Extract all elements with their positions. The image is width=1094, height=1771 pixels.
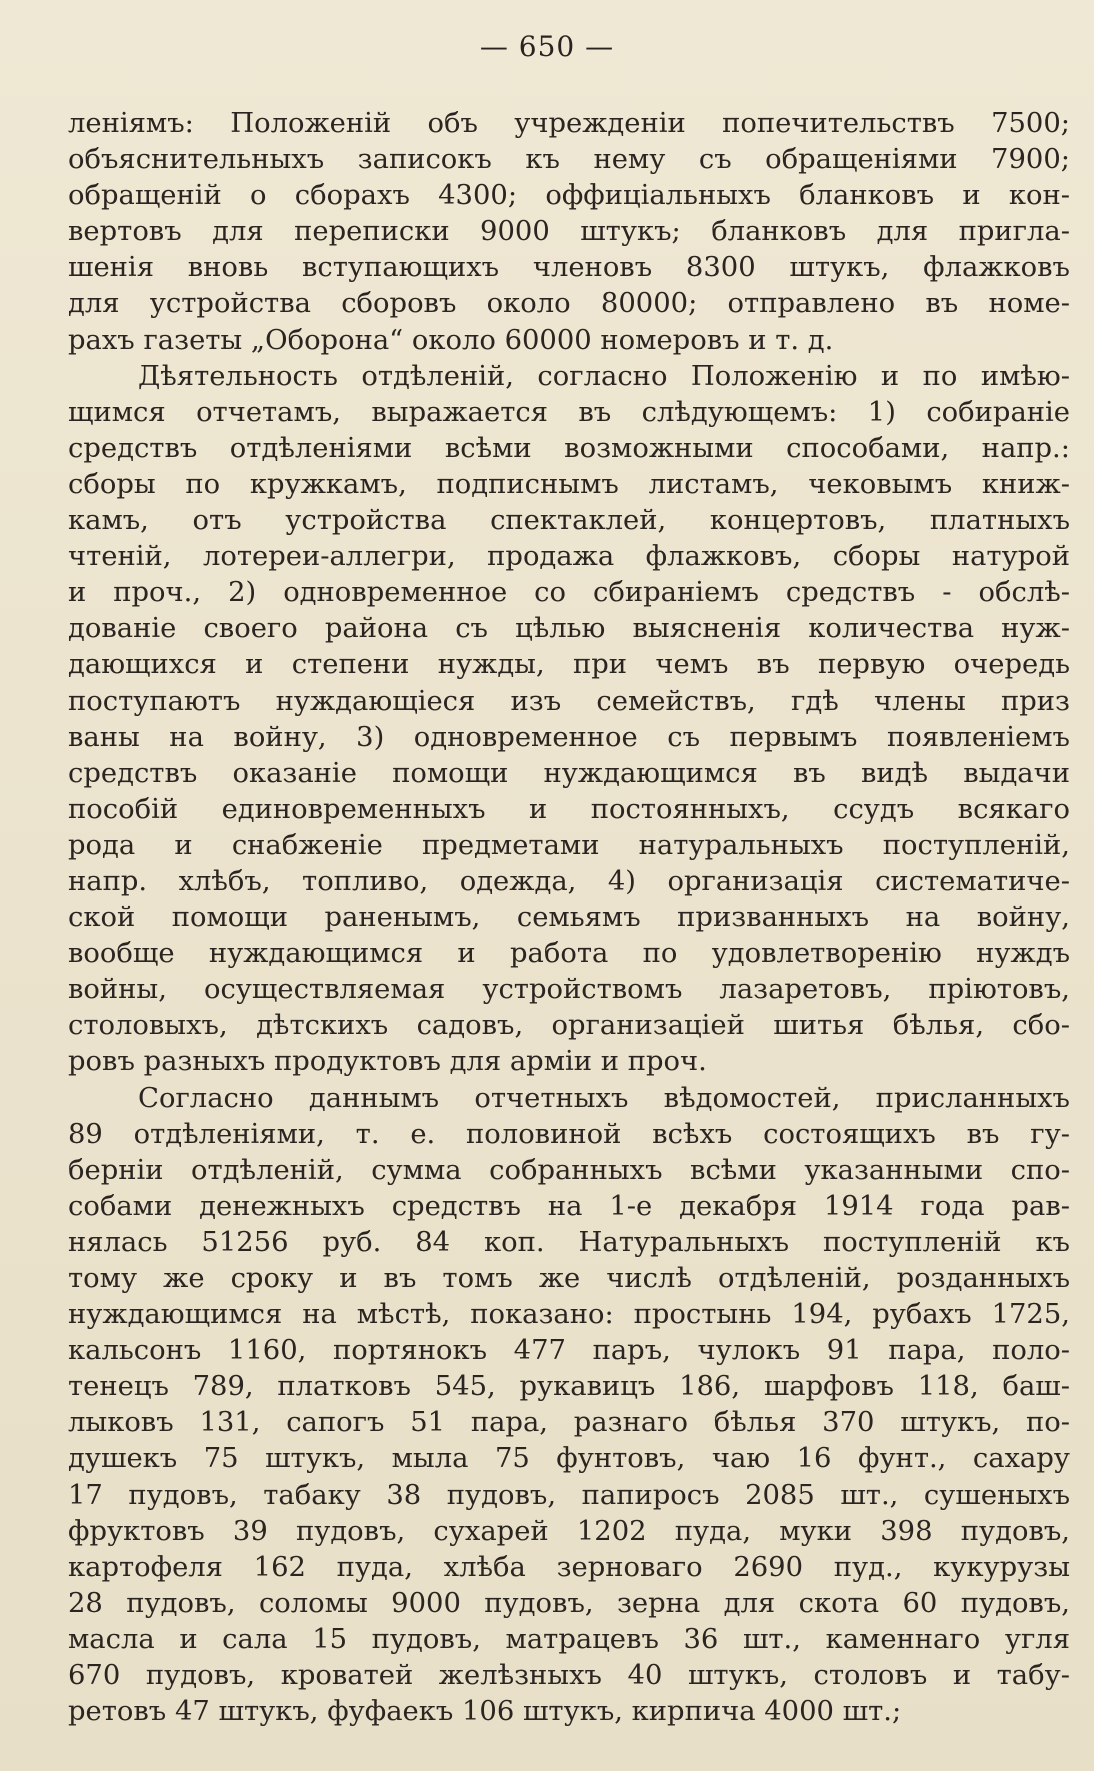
text-line: ровъ разныхъ продуктовъ для арміи и проч. — [68, 1046, 707, 1078]
text-line: пособій единовременныхъ и постоянныхъ, ссудъ всякаго — [68, 793, 1070, 825]
text-line: Дѣятельность отдѣленій, согласно Положенію и по имѣю- — [138, 360, 1070, 392]
text-line: ской помощи раненымъ, семьямъ призванныхъ на войну, — [68, 902, 1070, 934]
text-line: столовыхъ, дѣтскихъ садовъ, организаціей шитья бѣлья, сбо- — [68, 1010, 1070, 1042]
text-line: средствъ отдѣленіями всѣми возможными способами, напр.: — [68, 432, 1070, 464]
page-number: — 650 — — [479, 30, 615, 63]
text-line: тому же сроку и въ томъ же числѣ отдѣленій, розданныхъ — [68, 1263, 1070, 1294]
paragraph — [68, 359, 1070, 1081]
text-line: фруктовъ 39 пудовъ, сухарей 1202 пуда, муки 398 пудовъ, — [68, 1515, 1070, 1547]
text-line: картофеля 162 пуда, хлѣба зерноваго 2690 пуд., кукурузы — [68, 1551, 1070, 1583]
text-line: объяснительныхъ записокъ къ нему съ обращеніями 7900; — [68, 144, 1070, 176]
text-line: вообще нуждающимся и работа по удовлетворенію нуждъ — [68, 938, 1070, 970]
text-line: леніямъ: Положеній объ учрежденіи попечительствъ 7500; — [68, 108, 1070, 139]
text-line: чтеній, лотереи-аллегри, продажа флажковъ, сборы натурой — [68, 541, 1070, 573]
text-line: войны, осуществляемая устройствомъ лазаретовъ, пріютовъ, — [68, 974, 1070, 1006]
paragraph — [68, 106, 1070, 359]
text-line: ретовъ 47 штукъ, фуфаекъ 106 штукъ, кирпича 4000 шт.; — [68, 1696, 902, 1728]
text-line: рода и снабженіе предметами натуральныхъ поступленій, — [68, 829, 1070, 861]
text-line: вертовъ для переписки 9000 штукъ; бланковъ для пригла- — [68, 216, 1070, 248]
text-line: ваны на войну, 3) одновременное съ первымъ появленіемъ — [68, 721, 1070, 753]
text-line: масла и сала 15 пудовъ, матрацевъ 36 шт., каменнаго угля — [68, 1623, 1070, 1655]
text-line: средствъ оказаніе помощи нуждающимся въ видѣ выдачи — [68, 757, 1070, 789]
text-line: 670 пудовъ, кроватей желѣзныхъ 40 штукъ, столовъ и табу- — [68, 1660, 1070, 1692]
text-line: щимся отчетамъ, выражается въ слѣдующемъ: 1) собираніе — [68, 396, 1070, 428]
body-text — [68, 106, 1070, 1730]
text-line: 28 пудовъ, соломы 9000 пудовъ, зерна для скота 60 пудовъ, — [68, 1587, 1070, 1619]
text-line: дованіе своего района съ цѣлью выясненія количества нуж- — [68, 613, 1070, 645]
text-line: 89 отдѣленіями, т. е. половиной всѣхъ состоящихъ въ гу- — [68, 1118, 1070, 1150]
text-line: душекъ 75 штукъ, мыла 75 фунтовъ, чаю 16 фунт., сахару — [68, 1443, 1070, 1475]
text-line: напр. хлѣбъ, топливо, одежда, 4) организація систематиче- — [68, 865, 1070, 897]
paragraph — [68, 1081, 1070, 1731]
text-line: шенія вновь вступающихъ членовъ 8300 штукъ, флажковъ — [68, 252, 1070, 284]
text-line: нуждающимся на мѣстѣ, показано: простынь 194, рубахъ 1725, — [68, 1299, 1070, 1331]
text-line: Согласно даннымъ отчетныхъ вѣдомостей, присланныхъ — [138, 1082, 1070, 1114]
text-line: 17 пудовъ, табаку 38 пудовъ, папиросъ 2085 шт., сушеныхъ — [68, 1479, 1070, 1511]
text-line: дающихся и степени нужды, при чемъ въ первую очередь — [68, 649, 1070, 681]
text-line: камъ, отъ устройства спектаклей, концертовъ, платныхъ — [68, 505, 1070, 537]
text-line: рахъ газеты „Оборона“ около 60000 номеровъ и т. д. — [68, 324, 834, 356]
text-line: лыковъ 131, сапогъ 51 пара, разнаго бѣлья 370 штукъ, по- — [68, 1407, 1070, 1439]
text-line: и проч., 2) одновременное со сбираніемъ средствъ - обслѣ- — [68, 577, 1070, 609]
text-line: обращеній о сборахъ 4300; оффиціальныхъ бланковъ и кон- — [68, 180, 1070, 212]
text-line: нялась 51256 руб. 84 коп. Натуральныхъ поступленій къ — [68, 1226, 1070, 1258]
text-line: собами денежныхъ средствъ на 1-е декабря 1914 года рав- — [68, 1190, 1070, 1222]
text-line: сборы по кружкамъ, подписнымъ листамъ, чековымъ книж- — [68, 468, 1070, 500]
text-line: берніи отдѣленій, сумма собранныхъ всѣми указанными спо- — [68, 1154, 1070, 1186]
text-line: тенецъ 789, платковъ 545, рукавицъ 186, шарфовъ 118, баш- — [68, 1371, 1070, 1403]
text-line: поступаютъ нуждающіеся изъ семействъ, гдѣ члены приз — [68, 685, 1070, 717]
text-line: кальсонъ 1160, портянокъ 477 паръ, чулокъ 91 пара, поло- — [68, 1335, 1070, 1367]
text-line: для устройства сборовъ около 80000; отправлено въ номе- — [68, 288, 1070, 320]
